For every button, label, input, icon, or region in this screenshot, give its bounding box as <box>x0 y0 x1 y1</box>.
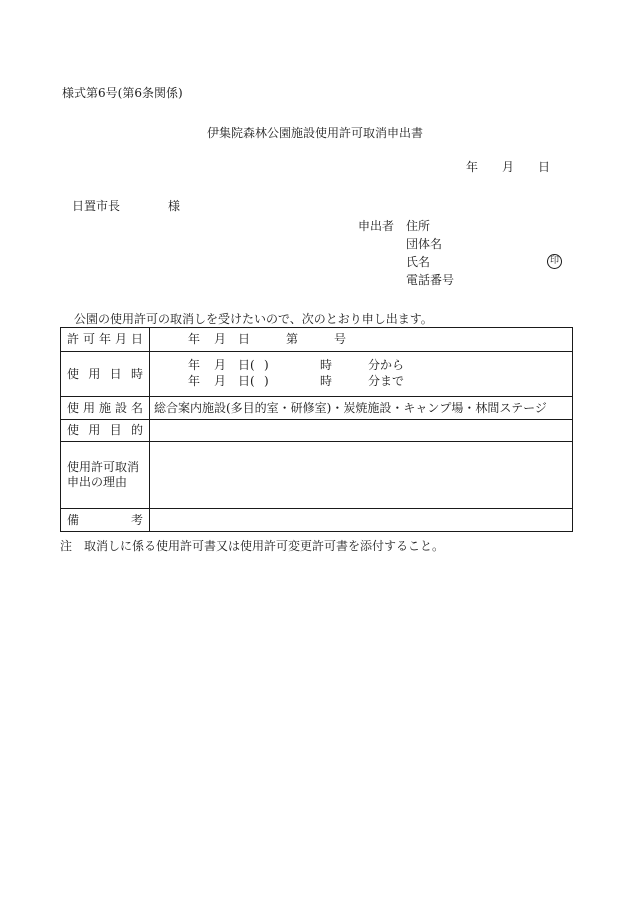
usage-end-hour: 時 <box>320 374 333 388</box>
label-char: 考 <box>130 512 143 527</box>
label-char: 用 <box>88 423 101 437</box>
permit-date-label-cell <box>61 328 150 352</box>
applicant-address-label: 住所 <box>406 219 431 233</box>
label-char: 時 <box>130 366 143 381</box>
usage-datetime-label-cell <box>61 352 150 397</box>
intro-text: 公園の使用許可の取消しを受けたいので、次のとおり申し出ます。 <box>74 312 433 326</box>
label-char: 使 <box>67 400 80 415</box>
seal-mark: 印 <box>547 254 562 269</box>
usage-end-day: 日( <box>238 374 255 388</box>
facility-value: 総合案内施設(多目的室・研修室)・炭焼施設・キャンプ場・林間ステージ <box>154 400 547 415</box>
applicant-phone-label: 電話番号 <box>406 273 455 287</box>
permit-number-prefix: 第 <box>286 332 299 346</box>
label-char: 許 <box>67 332 80 346</box>
label-char: 可 <box>82 332 95 346</box>
addressee-name: 日置市長 <box>72 199 121 213</box>
usage-start-minute: 分から <box>368 358 405 372</box>
date-year-label: 年 <box>466 160 479 174</box>
usage-start-hour: 時 <box>320 358 333 372</box>
application-table <box>60 327 573 532</box>
date-day-label: 日 <box>538 160 551 174</box>
applicant-name-label: 氏名 <box>406 255 431 269</box>
document-title: 伊集院森林公園施設使用許可取消申出書 <box>206 126 423 140</box>
label-char: 備 <box>67 512 80 527</box>
facility-label <box>67 401 143 416</box>
table-row-reason <box>61 442 573 509</box>
label-char: 施 <box>98 400 111 415</box>
label-char: 日 <box>109 366 122 381</box>
applicant-organization-label: 団体名 <box>406 237 443 251</box>
label-char: 使 <box>67 423 80 437</box>
permit-number-suffix: 号 <box>334 332 347 346</box>
addressee-honorific: 様 <box>168 199 181 213</box>
permit-month-label: 月 <box>214 332 227 346</box>
form-number: 様式第6号(第6条関係) <box>62 86 183 100</box>
label-char: 年 <box>98 332 111 346</box>
permit-day-label: 日 <box>238 332 251 346</box>
date-month-label: 月 <box>502 160 515 174</box>
usage-end-month: 月 <box>214 374 227 388</box>
table-row-usage-datetime <box>61 352 573 397</box>
label-char: 日 <box>130 332 143 346</box>
label-char: 用 <box>88 366 101 381</box>
usage-datetime-value-cell[interactable] <box>150 352 573 397</box>
label-char: 使 <box>67 366 80 381</box>
label-char: 目 <box>109 423 122 437</box>
remarks-value-cell[interactable] <box>150 509 573 532</box>
table-row-remarks <box>61 509 573 532</box>
usage-start-year: 年 <box>188 358 201 372</box>
purpose-label-cell <box>61 420 150 442</box>
remarks-label <box>67 513 143 528</box>
reason-value-cell[interactable] <box>150 442 573 509</box>
table-row-facility <box>61 397 573 420</box>
usage-end-minute: 分まで <box>368 374 405 388</box>
usage-end-year: 年 <box>188 374 201 388</box>
remarks-label-cell <box>61 509 150 532</box>
usage-start-month: 月 <box>214 358 227 372</box>
label-char: 設 <box>114 400 127 415</box>
reason-label-line2: 申出の理由 <box>67 475 128 489</box>
label-char: 的 <box>130 423 143 437</box>
usage-end-close-paren: ) <box>264 374 269 388</box>
applicant-label: 申出者 <box>358 219 395 233</box>
permit-date-value-cell[interactable] <box>150 328 573 352</box>
facility-value-cell[interactable] <box>150 397 573 420</box>
purpose-value-cell[interactable] <box>150 420 573 442</box>
permit-date-label <box>67 332 143 347</box>
footnote: 注 取消しに係る使用許可書又は使用許可変更許可書を添付すること。 <box>60 539 445 553</box>
usage-start-close-paren: ) <box>264 358 269 372</box>
permit-year-label: 年 <box>188 332 201 346</box>
reason-label-cell <box>61 442 150 509</box>
label-char: 用 <box>82 400 95 415</box>
reason-label-line1: 使用許可取消 <box>67 460 140 474</box>
usage-start-day: 日( <box>238 358 255 372</box>
table-row-purpose <box>61 420 573 442</box>
purpose-label <box>67 423 143 438</box>
usage-datetime-label <box>67 367 143 382</box>
label-char: 月 <box>114 332 127 346</box>
label-char: 名 <box>130 400 143 415</box>
table-row-permit-date <box>61 328 573 352</box>
facility-label-cell <box>61 397 150 420</box>
